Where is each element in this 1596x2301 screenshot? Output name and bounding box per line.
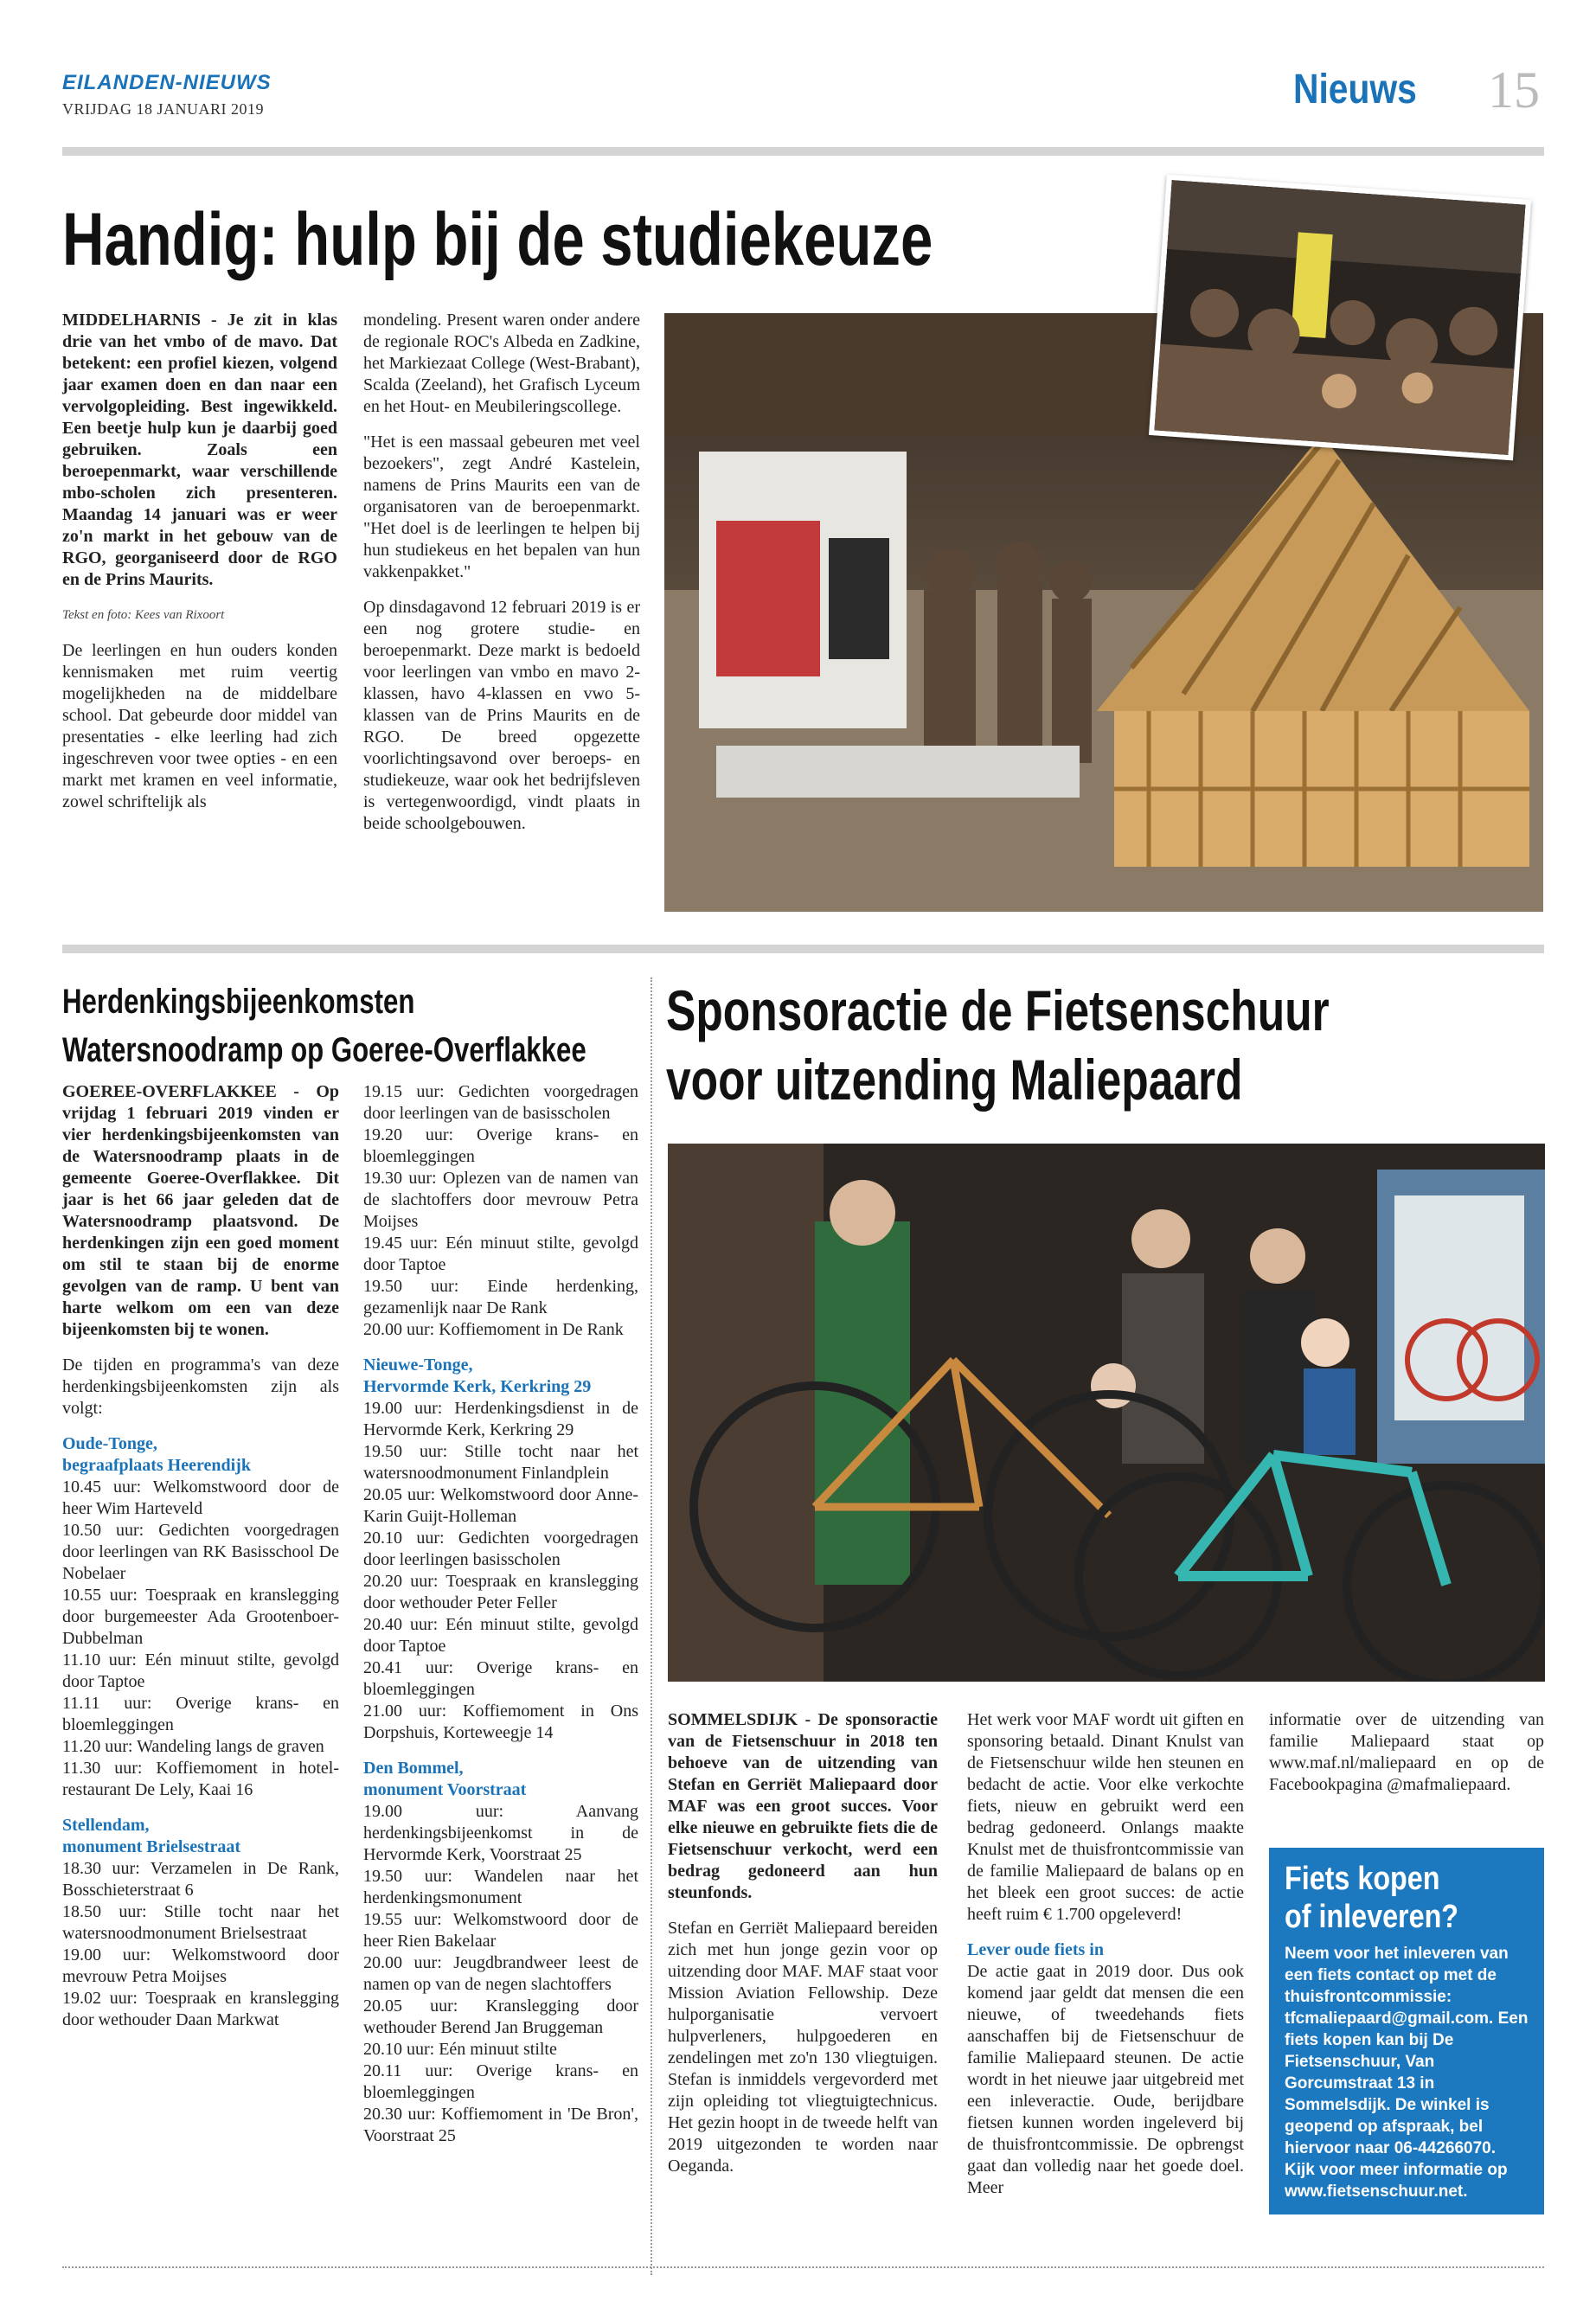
article2-intro: De tijden en programma's van deze herdenkingsbijeenkomsten zijn als volgt: (62, 1356, 339, 1418)
schedule-item: 11.11 uur: Overige krans- en bloemleggingen (62, 1694, 339, 1734)
schedule-item: 20.00 uur: Jeugdbrandweer leest de namen op van de negen slachtoffers (363, 1953, 638, 1994)
article1-lead: MIDDELHARNIS - Je zit in klas drie van het vmbo of de mavo. Dat betekent: een profiel kiezen, volgend jaar examen doen en dan naar een vervolgopleiding. Best ingewikkeld. Een beetje hulp kun je daarbij goed gebruiken. Zoals een beroepenmarkt, waar verschillende mbo-scholen zich presenteren. Maandag 14 januari was er weer zo'n markt in het gebouw van de RGO, georganiseerd door de RGO en de Prins Maurits. (62, 311, 337, 589)
schedule-item: 20.20 uur: Toespraak en kranslegging door wethouder Peter Feller (363, 1572, 638, 1612)
schedule-item: 11.30 uur: Koffiemoment in hotel-restaurant De Lely, Kaai 16 (62, 1759, 339, 1799)
bicycle-illustration (668, 1144, 1545, 1682)
schedule-item: 20.41 uur: Overige krans- en bloemleggingen (363, 1658, 638, 1699)
header-rule (62, 147, 1544, 156)
schedule-item: 19.15 uur: Gedichten voorgedragen door leerlingen van de basisscholen (363, 1082, 638, 1123)
schedule-item: 10.45 uur: Welkomstwoord door de heer Wim Harteveld (62, 1477, 339, 1518)
article3-lead: SOMMELSDIJK - De sponsoractie van de Fietsenschuur in 2018 ten behoeve van de uitzending van Stefan en Gerriët Maliepaard door MAF was een groot succes. Voor elke nieuwe en gebruikte fiets die de Fietsenschuur verkocht, werd een bedrag gedoneerd aan hun steunfonds. (668, 1710, 938, 1902)
page-bottom-rule (62, 2266, 1544, 2268)
schedule-item: 10.55 uur: Toespraak en kranslegging door burgemeester Ada Grootenboer-Dubbelman (62, 1586, 339, 1648)
article2-column2 (363, 1081, 638, 2147)
crowd-illustration (1154, 180, 1525, 455)
schedule-item: 20.10 uur: Gedichten voorgedragen door leerlingen basisscholen (363, 1529, 638, 1569)
schedule-item: 19.00 uur: Aanvang herdenkingsbijeenkomst in de Hervormde Kerk, Voorstraat 25 (363, 1802, 638, 1864)
schedule-item: 10.50 uur: Gedichten voorgedragen door leerlingen van RK Basisschool De Nobelaer (62, 1521, 339, 1583)
schedule-item: 20.30 uur: Koffiemoment in 'De Bron', Voorstraat 25 (363, 2105, 638, 2145)
article1-column2 (363, 310, 640, 849)
article1-body: De leerlingen en hun ouders konden kennismaken met ruim veertig mogelijkheden na de middelbare school. Dat gebeurde door middel van presentaties - elke leerling had zich ingeschreven voor twee opties - en een markt met kramen en veel informatie, zowel schriftelijk als (62, 641, 337, 811)
schedule-item: 19.20 uur: Overige krans- en bloemleggingen (363, 1125, 638, 1166)
article2-headline-line1: Herdenkingsbijeenkomsten (62, 983, 415, 1021)
article2-headline-line2: Watersnoodramp op Goeree-Overflakkee (62, 1031, 586, 1069)
article1-paragraph: Op dinsdagavond 12 februari 2019 is er een nog grotere studie- en beroepenmarkt. Deze markt is bedoeld voor leerlingen van vmbo en mavo 2-klassen, havo 4-klassen en vwo 5-klassen van de Prins Maurits en de RGO. De breed opgezette voorlichtingsavond over beroeps- en studiekeuze, waar ook het bedrijfsleven is vertegenwoordigd, vindt plaats in beide schoolgebouwen. (363, 598, 640, 833)
section-name: Nieuws (1293, 67, 1417, 112)
article2-headline (62, 977, 586, 1074)
section-rule (62, 945, 1544, 953)
schedule-item: 20.00 uur: Koffiemoment in De Rank (363, 1320, 624, 1339)
section-heading: Den Bommel, (363, 1759, 464, 1778)
schedule-item: 19.50 uur: Wandelen naar het herdenkingsmonument (363, 1867, 638, 1907)
section-heading: begraafplaats Heerendijk (62, 1456, 251, 1475)
schedule-item: 20.11 uur: Overige krans- en bloemleggingen (363, 2061, 638, 2102)
article3-column2 (967, 1709, 1244, 2213)
section-heading: monument Brielsestraat (62, 1837, 241, 1856)
article1-paragraph: "Het is een massaal gebeuren met veel bezoekers", zegt André Kastelein, namens de Prins Maurits een van de organisatoren van de beroepenmarkt. "Het doel is de leerlingen te helpen bij hun studiekeus en het bepalen van hun vakkenpakket." (363, 433, 640, 581)
schedule-item: 20.05 uur: Welkomstwoord door Anne-Karin Guijt-Holleman (363, 1485, 638, 1526)
schedule-item: 20.40 uur: Eén minuut stilte, gevolgd door Taptoe (363, 1615, 638, 1656)
article3-body: Het werk voor MAF wordt uit giften en sponsoring betaald. Dinant Knulst van de Fietsenschuur wilde hen steunen en bedacht de actie. Voor elke verkochte fiets, nieuw en gebruikt werd een bedrag gedoneerd. Onlangs maakte Knulst met de thuisfrontcommissie van de familie Maliepaard de balans op en het bleek een groot succes: de actie heeft ruim € 1.700 opgeleverd! (967, 1710, 1244, 1924)
article3-headline-line2: voor uitzending Maliepaard (666, 1048, 1243, 1112)
schedule-item: 11.20 uur: Wandeling langs de graven (62, 1737, 324, 1756)
bicycle-photo (668, 1144, 1545, 1682)
article1-paragraph: mondeling. Present waren onder andere de regionale ROC's Albeda en Zadkine, het Markiezaat College (West-Brabant), Scalda (Zeeland), het Grafisch Lyceum en het Hout- en Meubileringscollege. (363, 311, 640, 416)
schedule-item: 11.10 uur: Eén minuut stilte, gevolgd door Taptoe (62, 1650, 339, 1691)
schedule-item: 19.00 uur: Herdenkingsdienst in de Hervormde Kerk, Kerkring 29 (363, 1399, 638, 1439)
section-heading: Oude-Tonge, (62, 1434, 157, 1453)
article3-column3 (1269, 1709, 1544, 1810)
schedule-item: 19.00 uur: Welkomstwoord door mevrouw Petra Moijses (62, 1945, 339, 1986)
article3-headline (666, 976, 1330, 1114)
info-box-title-line2: of inleveren? (1285, 1899, 1459, 1935)
column-divider (651, 977, 652, 2275)
info-box (1269, 1848, 1544, 2214)
schedule-item: 19.02 uur: Toespraak en kranslegging door wethouder Daan Markwat (62, 1989, 339, 2029)
article3-headline-line1: Sponsoractie de Fietsenschuur (666, 978, 1330, 1042)
crowd-inset-photo (1149, 175, 1531, 461)
schedule-item: 18.30 uur: Verzamelen in De Rank, Bosschieterstraat 6 (62, 1859, 339, 1900)
issue-date: VRIJDAG 18 JANUARI 2019 (62, 100, 265, 118)
page-number: 15 (1488, 61, 1540, 119)
section-heading: Nieuwe-Tonge, (363, 1356, 473, 1375)
section-heading: Stellendam, (62, 1816, 150, 1835)
article1-headline: Handig: hulp bij de studiekeuze (62, 198, 933, 281)
article1-column1 (62, 310, 337, 827)
article2-lead: GOEREE-OVERFLAKKEE - Op vrijdag 1 februari 2019 vinden er vier herdenkingsbijeenkomsten van de Watersnoodramp plaats in de gemeente Goeree-Overflakkee. Dit jaar is het 66 jaar geleden dat de Watersnoodramp plaatsvond. De herdenkingen zijn een goed moment om stil te staan bij de enorme gevolgen van de ramp. U bent van harte welkom om een van deze bijeenkomsten bij te wonen. (62, 1082, 339, 1339)
schedule-item: 20.10 uur: Eén minuut stilte (363, 2040, 557, 2059)
schedule-item: 19.55 uur: Welkomstwoord door de heer Rien Bakelaar (363, 1910, 638, 1951)
schedule-item: 21.00 uur: Koffiemoment in Ons Dorpshuis, Korteweegje 14 (363, 1702, 638, 1742)
article3-body: Stefan en Gerriët Maliepaard bereiden zich met hun jonge gezin voor op uitzending door MAF. MAF staat voor Mission Aviation Fellowship. Deze hulporganisatie vervoert hulpverleners, hulpgoederen en zendelingen met zo'n 130 vliegtuigen. Stefan is inmiddels vergevorderd met zijn opleiding tot vliegtuigtechnicus. Het gezin hoopt in de tweede helft van 2019 uitgezonden te worden naar Oeganda. (668, 1919, 938, 2176)
article2-column1 (62, 1081, 339, 2031)
photo-credit: Tekst en foto: Kees van Rixoort (62, 608, 225, 622)
schedule-item: 19.30 uur: Oplezen van de namen van de slachtoffers door mevrouw Petra Moijses (363, 1169, 638, 1231)
schedule-item: 20.05 uur: Kranslegging door wethouder Berend Jan Bruggeman (363, 1997, 638, 2037)
article3-body: informatie over de uitzending van familie Maliepaard staat op www.maf.nl/maliepaard en op de Facebookpagina @mafmaliepaard. (1269, 1710, 1544, 1794)
article3-column1 (668, 1709, 938, 2191)
schedule-item: 19.50 uur: Einde herdenking, gezamenlijk naar De Rank (363, 1277, 638, 1317)
section-heading: monument Voorstraat (363, 1780, 527, 1799)
schedule-item: 19.45 uur: Eén minuut stilte, gevolgd door Taptoe (363, 1234, 638, 1274)
info-box-body: Neem voor het inleveren van een fiets contact op met de thuisfrontcommissie: tfcmaliepaard@gmail.com. Een fiets kopen kan bij De Fietsenschuur, Van Gorcumstraat 13 in Sommelsdijk. De winkel is geopend op afspraak, bel hiervoor naar 06-44266070. Kijk voor meer informatie op www.fietsenschuur.net. (1285, 1945, 1529, 2201)
schedule-item: 18.50 uur: Stille tocht naar het watersnoodmonument Brielsestraat (62, 1902, 339, 1943)
newspaper-logo: EILANDEN-NIEUWS (62, 71, 272, 94)
schedule-item: 19.50 uur: Stille tocht naar het watersnoodmonument Finlandplein (363, 1442, 638, 1483)
article3-body: De actie gaat in 2019 door. Dus ook komend jaar geldt dat mensen die een nieuwe, of tweedehands fiets aanschaffen bij de Fietsenschuur de familie Maliepaard steunen. De actie wordt in het nieuwe jaar uitgebreid met een inleveractie. Oude, berijdbare fietsen kunnen worden ingeleverd bij de thuisfrontcommissie. De opbrengst gaat dan volledig naar het goede doel. Meer (967, 1962, 1244, 2197)
article3-subheading: Lever oude fiets in (967, 1940, 1104, 1959)
info-box-title-line1: Fiets kopen (1285, 1861, 1440, 1897)
section-heading: Hervormde Kerk, Kerkring 29 (363, 1377, 592, 1396)
